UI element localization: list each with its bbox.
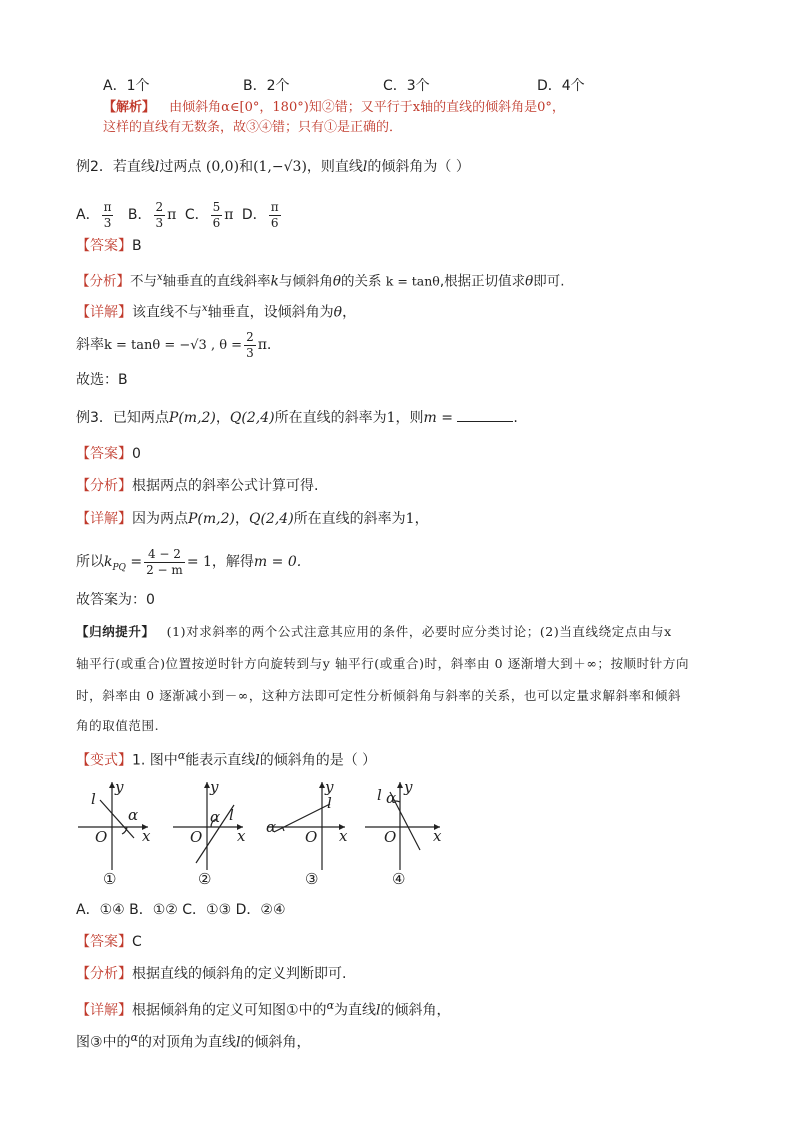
detail-tag: 【详解】	[76, 304, 132, 321]
fig2-y: y	[210, 778, 219, 796]
ex3-answer	[76, 444, 141, 464]
ex3-q-mid: 所在直线的斜率为	[274, 410, 387, 426]
y-arrow	[397, 782, 403, 788]
ex3-question	[76, 407, 518, 428]
kpq-den: 2 − m	[146, 562, 183, 577]
fig4-y: y	[404, 778, 413, 796]
variant-analysis-text: 根据直线的倾斜角的定义判断即可.	[132, 966, 347, 982]
ex2-detail-c: ，	[342, 304, 357, 321]
ex2-detail-a: 该直线不与	[132, 304, 202, 321]
opt-c-suf: π	[224, 207, 234, 223]
ex3-so-pre: 所以	[76, 554, 104, 570]
opt-d-den: 6	[270, 215, 279, 230]
variant-detail-c: 的倾斜角，	[380, 1002, 451, 1019]
variant-question	[76, 746, 376, 771]
answer-tag: 【答案】	[76, 446, 132, 462]
fig4-x: x	[433, 827, 442, 845]
jiexi-text-1: 由倾斜角α∈[0°，180°)知②错；又平行于x轴的直线的倾斜角是0°，	[169, 100, 565, 115]
variant-detail-b: 为直线	[334, 1002, 376, 1019]
opt-a-den: 3	[103, 215, 112, 230]
fig2-num: ②	[198, 870, 212, 888]
ex2-q-mid2: ，则直线	[306, 159, 363, 175]
k-symbol: k	[104, 554, 113, 570]
theta-symbol: θ	[525, 273, 534, 290]
fig3-num: ③	[305, 870, 319, 888]
ex3-analysis-text: 根据两点的斜率公式计算可得.	[132, 478, 319, 494]
answer-value: B	[132, 238, 142, 254]
line-l: l	[255, 752, 260, 769]
ex2-formula: k = tanθ	[385, 273, 440, 289]
fig2-alpha: α	[210, 808, 221, 826]
variant-q-a: 1. 图中	[132, 752, 178, 769]
ex2-detail-b: 轴垂直，设倾斜角为	[207, 304, 334, 321]
ex3-sep: ，	[215, 410, 230, 426]
x-symbol: x	[202, 303, 208, 314]
summary-tag: 【归纳提升】	[76, 624, 155, 639]
ex3-detail-c: 1，	[405, 511, 429, 527]
k-symbol: k	[270, 273, 279, 290]
opt-b-num: 2	[155, 199, 164, 214]
ex2-q-pre: 例2．若直线	[76, 159, 155, 175]
ex3-q-end: .	[513, 410, 518, 426]
opt-b-den: 3	[155, 215, 164, 230]
slope-den: 3	[246, 345, 254, 360]
answer-value: 0	[132, 446, 141, 462]
variant-line2-a: 图③中的	[76, 1034, 131, 1051]
ex3-q-pre: 例3．已知两点	[76, 410, 169, 426]
ex3-detail-b: 所在直线的斜率为	[293, 511, 406, 527]
alpha-symbol: α	[177, 749, 186, 762]
slope-frac	[244, 330, 256, 361]
opt-d-num: π	[270, 199, 279, 214]
variant-line2-b: 的对顶角为直线	[138, 1034, 236, 1051]
fig1-alpha: α	[128, 806, 139, 824]
ex2-q-mid1: 过两点	[159, 159, 202, 175]
analysis-tag: 【分析】	[76, 966, 132, 982]
ex2-q-post: 的倾斜角为（ ）	[367, 159, 470, 175]
variant-answer	[76, 932, 142, 952]
ex2-analysis-a: 不与	[130, 273, 157, 290]
ex1-jiexi-line1	[103, 98, 565, 118]
x-symbol: x	[157, 272, 163, 283]
ex1-jiexi-line2: 这样的直线有无数条，故③④错；只有①是正确的．	[103, 120, 403, 135]
ex3-analysis	[76, 476, 318, 496]
fig3-l: l	[327, 794, 332, 812]
ex2-answer	[76, 236, 142, 256]
detail-tag: 【详解】	[76, 1002, 132, 1019]
fig3-alpha: α	[266, 818, 277, 836]
summary-line3: 时，斜率由 0 逐渐减小到－∞，这种方法即可定性分析倾斜角与斜率的关系，也可以定量求解斜率和倾斜	[76, 688, 682, 703]
variant-q-c: 的倾斜角的是（ ）	[259, 752, 377, 769]
kpq-sub: PQ	[112, 562, 126, 573]
fig1-num: ①	[103, 870, 117, 888]
ex2-options	[76, 196, 283, 234]
variant-detail-a: 根据倾斜角的定义可知图①中的	[132, 1002, 327, 1019]
fig1-y: y	[115, 778, 124, 796]
variant-q-b: 能表示直线	[185, 752, 256, 769]
variant-tag: 【变式】	[76, 752, 132, 769]
opt-a-frac	[102, 200, 114, 231]
slope-num: 2	[246, 329, 254, 344]
alpha-symbol: α	[326, 999, 334, 1012]
answer-tag: 【答案】	[76, 934, 132, 950]
ex2-analysis-d: 的关系	[340, 273, 382, 290]
ex2-question	[76, 157, 470, 177]
variant-detail-2	[76, 1028, 310, 1053]
ex3-sep: ，	[234, 511, 249, 527]
fig1-x: x	[142, 827, 151, 845]
ex3-q-then: ，则	[395, 410, 424, 426]
line-l: l	[236, 1034, 241, 1051]
fig4-o: O	[384, 828, 397, 846]
line-l: l	[154, 159, 160, 175]
summary-line4: 角的取值范围.	[76, 718, 160, 733]
variant-line2-c: 的倾斜角，	[240, 1034, 311, 1051]
summary-text-1: (1)对求斜率的两个公式注意其应用的条件，必要时应分类讨论；(2)当直线绕定点由与x	[166, 624, 672, 639]
line-l: l	[376, 1002, 381, 1019]
answer-blank	[457, 407, 513, 422]
fig3-o: O	[305, 828, 318, 846]
slope-pre: 斜率	[76, 337, 104, 353]
fig4-alpha: α	[386, 789, 397, 807]
ex3-result: m = 0.	[253, 554, 302, 570]
fig4-l: l	[377, 786, 382, 804]
fig4-num: ④	[392, 870, 406, 888]
line-l: l	[362, 159, 368, 175]
ex3-detail-a: 因为两点	[132, 511, 188, 527]
analysis-tag: 【分析】	[76, 273, 130, 290]
ex3-one: 1	[386, 410, 396, 426]
ex3-so-post: ，解得	[211, 554, 254, 570]
opt-b-suf: π	[167, 207, 177, 223]
detail-tag: 【详解】	[76, 511, 132, 527]
ex3-final: 故答案为：0	[76, 592, 155, 608]
opt-b-label: B．	[127, 207, 152, 223]
point-q: Q(2,4)	[229, 410, 275, 426]
variant-detail	[76, 996, 450, 1021]
ex1-option-a: A．1个	[103, 78, 150, 94]
ex2-analysis-c: 与倾斜角	[278, 273, 333, 290]
opt-c-frac	[211, 200, 223, 231]
ex2-analysis-f: 即可.	[533, 273, 565, 290]
ex1-option-d: D．4个	[537, 78, 585, 94]
eq-one: = 1	[186, 554, 212, 570]
kpq-frac	[144, 547, 185, 578]
analysis-tag: 【分析】	[76, 478, 132, 494]
summary-line2: 轴平行(或重合)位置按逆时针方向旋转到与y 轴平行(或重合)时，斜率由 0 逐渐增大到＋∞；按顺时针方向	[76, 656, 690, 671]
point-origin: (0,0)	[205, 159, 240, 175]
ex1-option-b: B．2个	[243, 78, 290, 94]
ex2-analysis	[76, 268, 565, 292]
alpha-symbol: α	[130, 1031, 138, 1044]
summary-line1	[76, 622, 672, 642]
theta-symbol: θ	[333, 304, 343, 321]
opt-d-frac	[269, 200, 281, 231]
answer-tag: 【答案】	[76, 238, 132, 254]
answer-value: C	[132, 934, 142, 950]
opt-b-frac	[154, 200, 166, 231]
ex2-detail	[76, 299, 356, 323]
ex2-analysis-b: 轴垂直的直线斜率	[162, 273, 271, 290]
fig3-y: y	[325, 778, 334, 796]
fig2-x: x	[237, 827, 246, 845]
ex2-and: 和	[239, 159, 254, 175]
point-p: P(m,2)	[168, 410, 216, 426]
ex3-detail	[76, 509, 429, 529]
opt-a-label: A．	[76, 207, 100, 223]
eq-sign: =	[130, 554, 143, 570]
ex2-slope	[76, 326, 271, 365]
opt-c-den: 6	[212, 215, 221, 230]
ex2-choose: 故选：B	[76, 372, 128, 388]
jiexi-tag: 【解析】	[103, 100, 156, 115]
fig1-l: l	[91, 790, 96, 808]
m-eq: m =	[423, 410, 453, 426]
fig2-o: O	[190, 828, 203, 846]
opt-c-num: 5	[212, 199, 221, 214]
fig3-x: x	[339, 827, 348, 845]
variant-analysis	[76, 964, 346, 984]
ex1-option-c: C．3个	[383, 78, 430, 94]
theta-symbol: θ	[332, 273, 341, 290]
point-2: (1,−√3)	[253, 159, 307, 175]
opt-d-label: D．	[241, 207, 267, 223]
point-q: Q(2,4)	[248, 511, 294, 527]
slope-formula: k = tanθ = −√3 , θ =	[104, 338, 243, 353]
ex2-analysis-e: ,根据正切值求	[439, 273, 526, 290]
fig2-l: l	[229, 806, 234, 824]
kpq-num: 4 − 2	[144, 547, 185, 563]
ex3-so	[76, 542, 301, 588]
point-p: P(m,2)	[188, 511, 235, 527]
variant-options: A．①④ B．①② C．①③ D．②④	[76, 902, 286, 918]
fig1-o: O	[95, 828, 108, 846]
slope-suf: π.	[257, 337, 272, 353]
opt-a-num: π	[103, 199, 112, 214]
opt-c-label: C．	[184, 207, 209, 223]
